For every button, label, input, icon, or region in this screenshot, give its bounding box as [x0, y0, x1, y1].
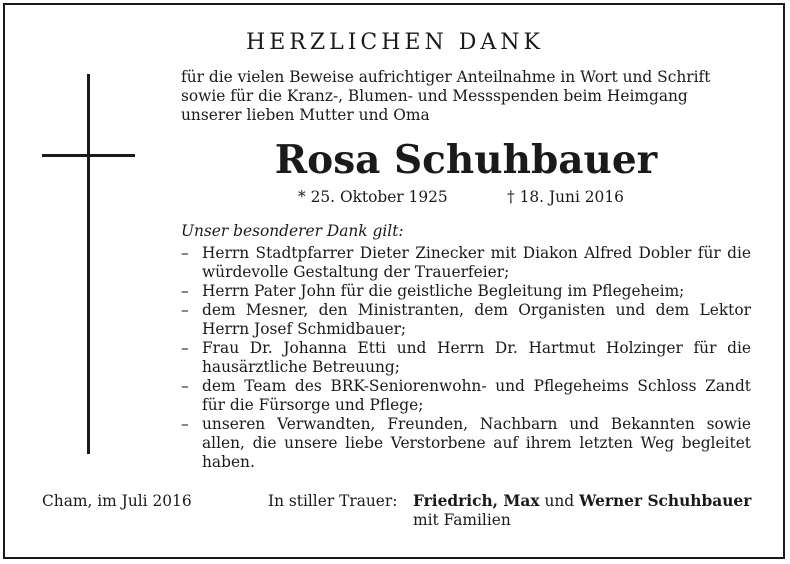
list-item-text: dem Mesner, den Ministranten, dem Organisten und dem Lektor Herrn Josef Schmidbauer;	[202, 301, 751, 338]
deceased-name: Rosa Schuhbauer	[274, 137, 658, 183]
list-dash: –	[181, 339, 189, 357]
list-dash: –	[181, 244, 189, 262]
mourners-sub: mit Familien	[413, 511, 511, 529]
mourners-names-1: Friedrich, Max	[413, 492, 540, 510]
list-item	[181, 244, 751, 282]
list-item-text: Frau Dr. Johanna Etti und Herrn Dr. Hartmut Holzinger für die hausärztliche Betreuung;	[202, 339, 751, 376]
intro-text	[181, 68, 751, 125]
birth-date: * 25. Oktober 1925	[298, 188, 448, 206]
list-item	[181, 282, 751, 301]
cross-icon-bar	[42, 154, 135, 157]
list-item	[181, 377, 751, 415]
list-dash: –	[181, 301, 189, 319]
list-item-text: Herrn Stadtpfarrer Dieter Zinecker mit Diakon Alfred Dobler für die würdevolle Gestaltung der Trauerfeier;	[202, 244, 751, 281]
intro-line: unserer lieben Mutter und Oma	[181, 106, 430, 124]
list-item	[181, 339, 751, 377]
mourners-names-2: Werner Schuhbauer	[579, 492, 752, 510]
cross-icon	[87, 74, 90, 454]
list-item	[181, 301, 751, 339]
list-item-text: Herrn Pater John für die geistliche Begleitung im Pflegeheim;	[202, 282, 685, 300]
mourners-and: und	[539, 492, 580, 510]
intro-line: sowie für die Kranz-, Blumen- und Messspenden beim Heimgang	[181, 87, 688, 105]
thanks-list	[181, 244, 751, 472]
list-item	[181, 415, 751, 472]
list-item-text: unseren Verwandten, Freunden, Nachbarn und Bekannten sowie allen, die unsere liebe Verstorbene auf ihrem letzten Weg begleitet haben.	[202, 415, 751, 471]
list-dash: –	[181, 415, 189, 433]
list-item-text: dem Team des BRK-Seniorenwohn- und Pflegeheims Schloss Zandt für die Fürsorge und Pflege;	[202, 377, 751, 414]
intro-line: für die vielen Beweise aufrichtiger Anteilnahme in Wort und Schrift	[181, 68, 711, 86]
death-date: † 18. Juni 2016	[507, 188, 624, 206]
list-dash: –	[181, 377, 189, 395]
mourners	[413, 492, 751, 511]
list-dash: –	[181, 282, 189, 300]
place-date: Cham, im Juli 2016	[42, 492, 192, 510]
mourning-label: In stiller Trauer:	[268, 492, 398, 510]
thanks-title: Unser besonderer Dank gilt:	[181, 222, 404, 240]
notice-heading: HERZLICHEN DANK	[246, 30, 544, 55]
